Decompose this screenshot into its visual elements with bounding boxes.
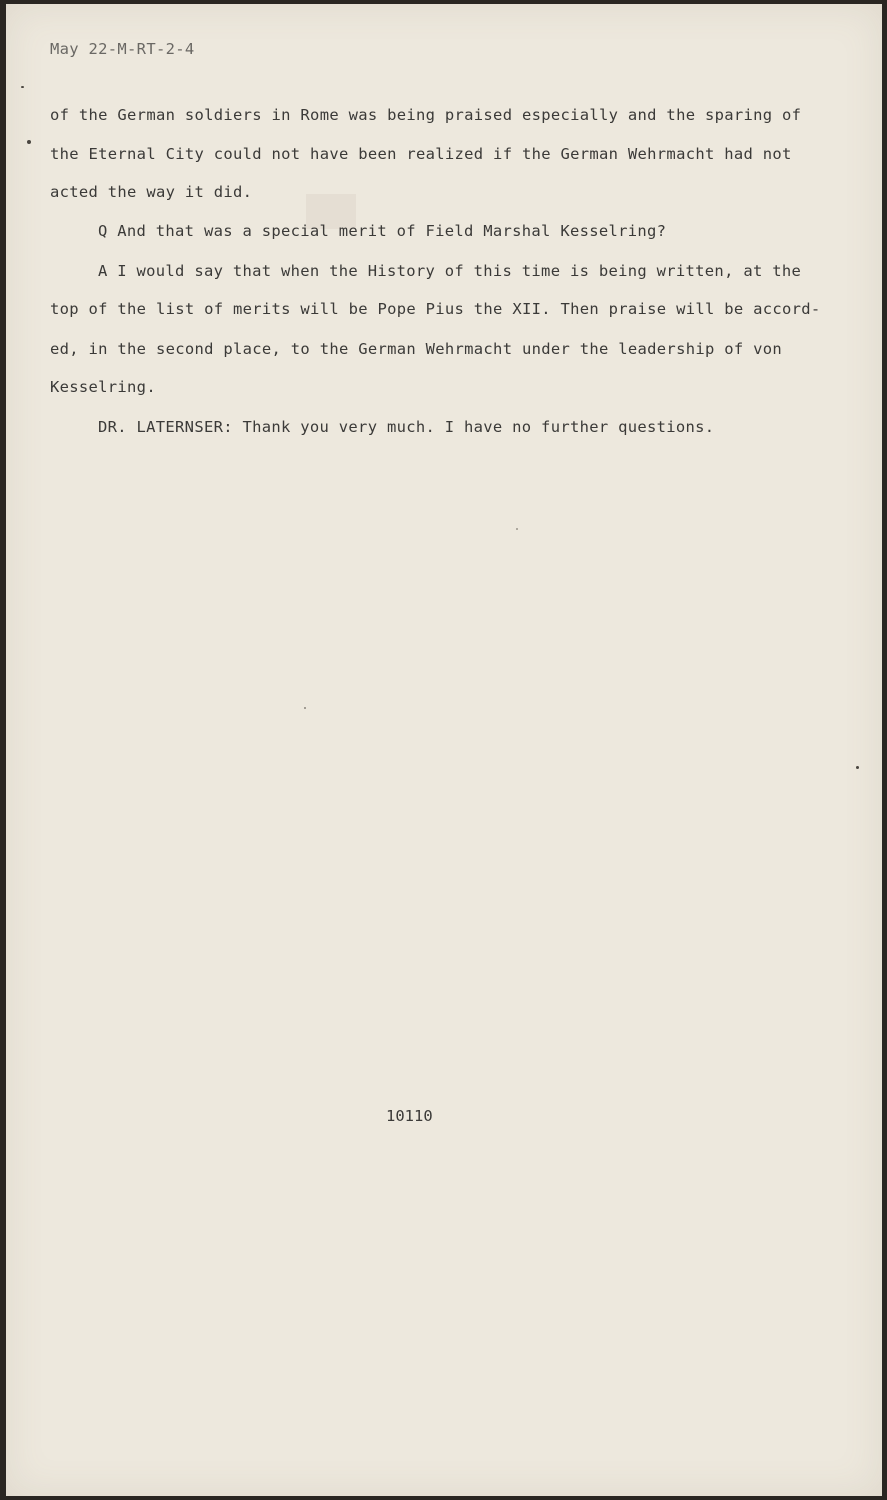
counsel-statement-line: DR. LATERNSER: Thank you very much. I have no further questions. [98,418,715,436]
paper-speck [21,86,24,88]
answer-line-2: top of the list of merits will be Pope Pius the XII. Then praise will be accord- [50,300,821,318]
text-line-2: the Eternal City could not have been realized if the German Wehrmacht had not [50,145,792,163]
paper-speck [856,766,859,769]
text-line-1: of the German soldiers in Rome was being praised especially and the sparing of [50,106,802,124]
answer-line-3: ed, in the second place, to the German Wehrmacht under the leadership of von [50,340,783,358]
paper-speck [27,140,31,144]
answer-line-4: Kesselring. [50,378,156,396]
text-line-3: acted the way it did. [50,183,253,201]
document-page [6,4,882,1496]
question-line: Q And that was a special merit of Field Marshal Kesselring? [98,222,667,240]
page-number: 10110 [386,1107,433,1125]
page-header: May 22-M-RT-2-4 [50,40,195,58]
answer-line-1: A I would say that when the History of this time is being written, at the [98,262,802,280]
paper-speck [516,528,518,530]
paper-speck [304,707,306,709]
